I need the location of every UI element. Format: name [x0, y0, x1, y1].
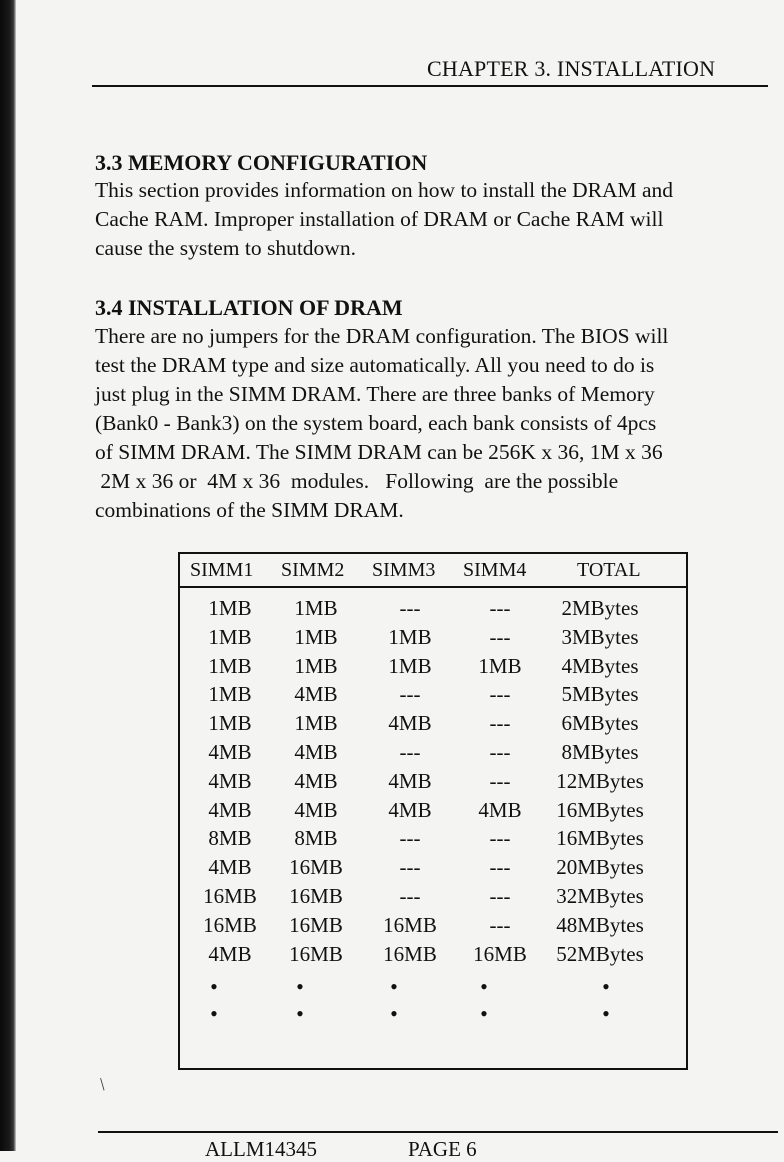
- table-cell: 1MB: [388, 624, 432, 649]
- table-cell: 16MBytes: [556, 826, 644, 851]
- table-row: [180, 855, 686, 884]
- table-row: [180, 769, 686, 798]
- footer-page-number: PAGE 6: [408, 1137, 477, 1161]
- table-row: [180, 596, 686, 625]
- continuation-row: [180, 1001, 686, 1027]
- header-rule: [92, 85, 768, 87]
- table-cell: 12MBytes: [556, 768, 644, 793]
- table-cell: 4MB: [208, 740, 252, 764]
- table-cell: 16MB: [289, 884, 343, 908]
- table-cell: 1MB: [208, 596, 252, 620]
- table-cell: 8MBytes: [561, 740, 639, 764]
- table-row: [180, 682, 686, 711]
- table-cell: 20MBytes: [556, 855, 644, 880]
- header-simm1: SIMM1: [190, 559, 254, 581]
- table-cell: 1MB: [208, 624, 252, 649]
- paragraph-installation-of-dram: [95, 322, 775, 525]
- header-simm4: SIMM4: [463, 559, 527, 581]
- table-cell: 2MBytes: [561, 596, 639, 620]
- continuation-dot: •: [602, 1001, 610, 1027]
- continuation-row: [180, 974, 686, 1000]
- table-cell: 8MB: [294, 826, 338, 851]
- table-row: [180, 826, 686, 855]
- table-cell: 4MB: [294, 682, 338, 707]
- table-row: [180, 740, 686, 769]
- table-cell: 1MB: [294, 653, 338, 678]
- footer-rule: [98, 1131, 778, 1133]
- table-cell: ---: [489, 826, 511, 851]
- table-cell: ---: [489, 855, 511, 880]
- paragraph-line: 2M x 36 or 4M x 36 modules. Following are the possible: [95, 469, 619, 493]
- continuation-dot: •: [390, 974, 398, 1000]
- pen-mark: /: [94, 1074, 111, 1094]
- paragraph-line: Cache RAM. Improper installation of DRAM or Cache RAM will: [95, 207, 664, 231]
- table-cell: 4MB: [388, 711, 432, 736]
- paragraph-line: of SIMM DRAM. The SIMM DRAM can be 256K x 36, 1M x 36: [95, 440, 663, 464]
- continuation-dot: •: [296, 974, 304, 1000]
- header-simm3: SIMM3: [372, 559, 436, 581]
- continuation-dot: •: [210, 974, 218, 1000]
- table-cell: 1MB: [208, 653, 252, 678]
- table-cell: ---: [399, 826, 421, 851]
- table-cell: ---: [489, 624, 511, 649]
- table-cell: 16MB: [289, 941, 343, 966]
- table-cell: 6MBytes: [561, 711, 639, 736]
- book-spine-shadow: [0, 0, 16, 1151]
- table-cell: 16MB: [473, 941, 527, 966]
- table-cell: ---: [489, 740, 511, 764]
- table-cell: 1MB: [388, 653, 432, 678]
- table-cell: ---: [399, 682, 421, 707]
- table-cell: 4MB: [208, 797, 252, 822]
- header-simm2: SIMM2: [281, 559, 345, 581]
- table-cell: 48MBytes: [556, 912, 644, 937]
- paragraph-line: This section provides information on how to install the DRAM and: [95, 178, 674, 202]
- table-cell: ---: [399, 596, 421, 620]
- paragraph-line: cause the system to shutdown.: [95, 236, 356, 260]
- table-cell: 4MB: [478, 797, 522, 822]
- chapter-header: CHAPTER 3. INSTALLATION: [427, 56, 716, 81]
- table-row: [180, 942, 686, 971]
- table-cell: 4MB: [208, 855, 252, 880]
- table-header-row: [180, 554, 686, 588]
- header-total: TOTAL: [577, 559, 641, 581]
- paragraph-memory-configuration: [95, 176, 775, 263]
- table-row: [180, 798, 686, 827]
- table-cell: 4MB: [208, 941, 252, 966]
- table-cell: 4MB: [294, 740, 338, 764]
- table-cell: ---: [489, 682, 511, 707]
- table-cell: ---: [489, 768, 511, 793]
- table-cell: ---: [489, 912, 511, 937]
- paragraph-line: just plug in the SIMM DRAM. There are three banks of Memory: [95, 382, 655, 406]
- table-cell: ---: [399, 884, 421, 908]
- footer-doc-id: ALLM14345: [205, 1137, 317, 1161]
- table-row: [180, 913, 686, 942]
- table-cell: 52MBytes: [556, 941, 644, 966]
- continuation-dot: •: [480, 974, 488, 1000]
- table-cell: 4MB: [388, 797, 432, 822]
- table-cell: 1MB: [208, 711, 252, 736]
- table-cell: 16MB: [203, 884, 257, 908]
- table-cell: 5MBytes: [561, 682, 639, 707]
- table-cell: ---: [399, 855, 421, 880]
- simm-combination-table: [178, 552, 688, 1070]
- table-cell: ---: [489, 596, 511, 620]
- continuation-dot: •: [210, 1001, 218, 1027]
- table-row: [180, 884, 686, 913]
- table-cell: 16MB: [203, 912, 257, 937]
- table-cell: 1MB: [294, 711, 338, 736]
- section-heading-memory-configuration: 3.3 MEMORY CONFIGURATION: [95, 150, 428, 175]
- table-cell: ---: [489, 884, 511, 908]
- table-cell: 8MB: [208, 826, 252, 851]
- section-heading-installation-of-dram: 3.4 INSTALLATION OF DRAM: [95, 295, 403, 320]
- table-cell: 4MB: [294, 768, 338, 793]
- table-row: [180, 625, 686, 654]
- table-cell: 4MB: [208, 768, 252, 793]
- continuation-dot: •: [296, 1001, 304, 1027]
- table-cell: 1MB: [294, 624, 338, 649]
- paragraph-line: There are no jumpers for the DRAM configuration. The BIOS will: [95, 324, 669, 348]
- table-cell: 16MB: [383, 912, 437, 937]
- table-cell: 32MBytes: [556, 884, 644, 908]
- table-cell: 16MB: [383, 941, 437, 966]
- table-row: [180, 711, 686, 740]
- continuation-dot: •: [480, 1001, 488, 1027]
- table-cell: 1MB: [294, 596, 338, 620]
- table-cell: ---: [489, 711, 511, 736]
- table-cell: 16MB: [289, 855, 343, 880]
- table-row: [180, 654, 686, 683]
- table-cell: ---: [399, 740, 421, 764]
- continuation-dot: •: [602, 974, 610, 1000]
- paragraph-line: (Bank0 - Bank3) on the system board, each bank consists of 4pcs: [95, 411, 657, 435]
- table-cell: 16MBytes: [556, 797, 644, 822]
- table-cell: 4MB: [294, 797, 338, 822]
- table-cell: 1MB: [478, 653, 522, 678]
- continuation-dot: •: [390, 1001, 398, 1027]
- table-cell: 4MBytes: [561, 653, 639, 678]
- table-cell: 16MB: [289, 912, 343, 937]
- paragraph-line: combinations of the SIMM DRAM.: [95, 498, 404, 522]
- table-cell: 3MBytes: [561, 624, 639, 649]
- table-cell: 4MB: [388, 768, 432, 793]
- paragraph-line: test the DRAM type and size automatically. All you need to do is: [95, 353, 655, 377]
- table-cell: 1MB: [208, 682, 252, 707]
